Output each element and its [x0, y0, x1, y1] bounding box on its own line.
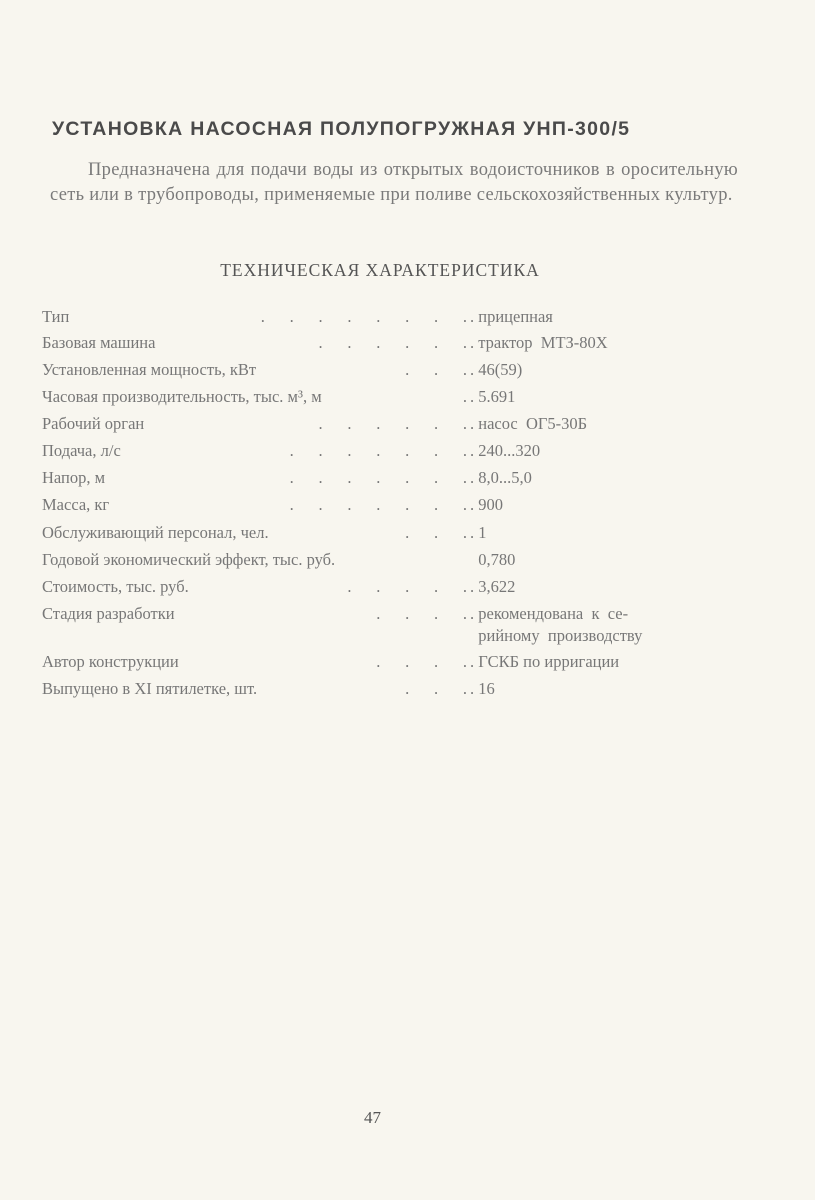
spec-label: Автор конструкции: [42, 652, 179, 671]
spec-row: [42, 306, 742, 333]
spec-value: . 46(59): [470, 360, 523, 379]
spec-value: . насос ОГ5-30Б: [470, 414, 588, 433]
spec-label: Рабочий орган: [42, 414, 145, 433]
spec-label: Напор, м: [42, 468, 106, 487]
leader-dots: . . . . . .: [318, 333, 467, 352]
spec-label: Стоимость, тыс. руб.: [42, 577, 189, 596]
spec-row: [42, 522, 742, 549]
leader-dots: . . . . . . .: [289, 441, 467, 460]
spec-value: . 1: [470, 523, 487, 542]
spec-row: [42, 386, 742, 413]
leader-dots: . . .: [405, 679, 467, 698]
spec-label: Стадия разработки: [42, 604, 175, 623]
spec-value: 0,780: [470, 550, 516, 569]
spec-label: Выпущено в XI пятилетке, шт.: [42, 679, 258, 698]
spec-value: . трактор МТЗ-80Х: [470, 333, 608, 352]
leader-dots: . . . . . . .: [289, 495, 467, 514]
description-paragraph: Предназначена для подачи воды из открытых водоисточников в оросительную сеть или в трубопроводы, применяемые при поливе сельскохозяйственных культур.: [50, 160, 738, 205]
spec-value: . ГСКБ по ирригации: [470, 652, 620, 671]
spec-row: [42, 494, 742, 521]
leader-dots: . . . . .: [347, 577, 467, 596]
leader-dots: . . . . . . . .: [260, 307, 467, 326]
spec-heading: ТЕХНИЧЕСКАЯ ХАРАКТЕРИСТИКА: [220, 260, 540, 280]
spec-row: [42, 603, 742, 645]
spec-value: . прицепная: [470, 307, 553, 326]
spec-row: [42, 413, 742, 440]
leader-dots: . . . . . .: [318, 414, 467, 433]
spec-row: [42, 359, 742, 386]
leader-dots: . . . .: [376, 604, 467, 623]
spec-value: . 5.691: [470, 387, 516, 406]
spec-label: Масса, кг: [42, 495, 110, 514]
leader-dots: . . .: [405, 360, 467, 379]
leader-dots: . . . .: [376, 652, 467, 671]
leader-dots: . . .: [405, 523, 467, 542]
document-title: УСТАНОВКА НАСОСНАЯ ПОЛУПОГРУЖНАЯ УНП-300/5: [52, 118, 631, 140]
spec-label: Обслуживающий персонал, чел.: [42, 523, 269, 542]
spec-label: Установленная мощность, кВт: [42, 360, 257, 379]
spec-row: [42, 651, 742, 678]
spec-row: [42, 332, 742, 359]
spec-value: . 240...320: [470, 441, 541, 460]
spec-row: [42, 440, 742, 467]
leader-dots: .: [462, 387, 467, 406]
spec-label: Годовой экономический эффект, тыс. руб.: [42, 550, 336, 569]
spec-value: . 8,0...5,0: [470, 468, 532, 487]
leader-dots: . . . . . . .: [289, 468, 467, 487]
spec-row: [42, 576, 742, 603]
spec-label: Часовая производительность, тыс. м³, м: [42, 387, 322, 406]
spec-value: . 3,622: [470, 577, 516, 596]
spec-row: [42, 549, 742, 576]
spec-label: Тип: [42, 307, 70, 326]
spec-row: [42, 467, 742, 494]
spec-value: . рекомендована к се- рийному производству: [470, 604, 643, 645]
spec-value: . 16: [470, 679, 495, 698]
spec-label: Подача, л/с: [42, 441, 121, 460]
spec-label: Базовая машина: [42, 333, 156, 352]
spec-row: [42, 678, 742, 705]
page-number: 47: [364, 1108, 381, 1127]
spec-value: . 900: [470, 495, 503, 514]
